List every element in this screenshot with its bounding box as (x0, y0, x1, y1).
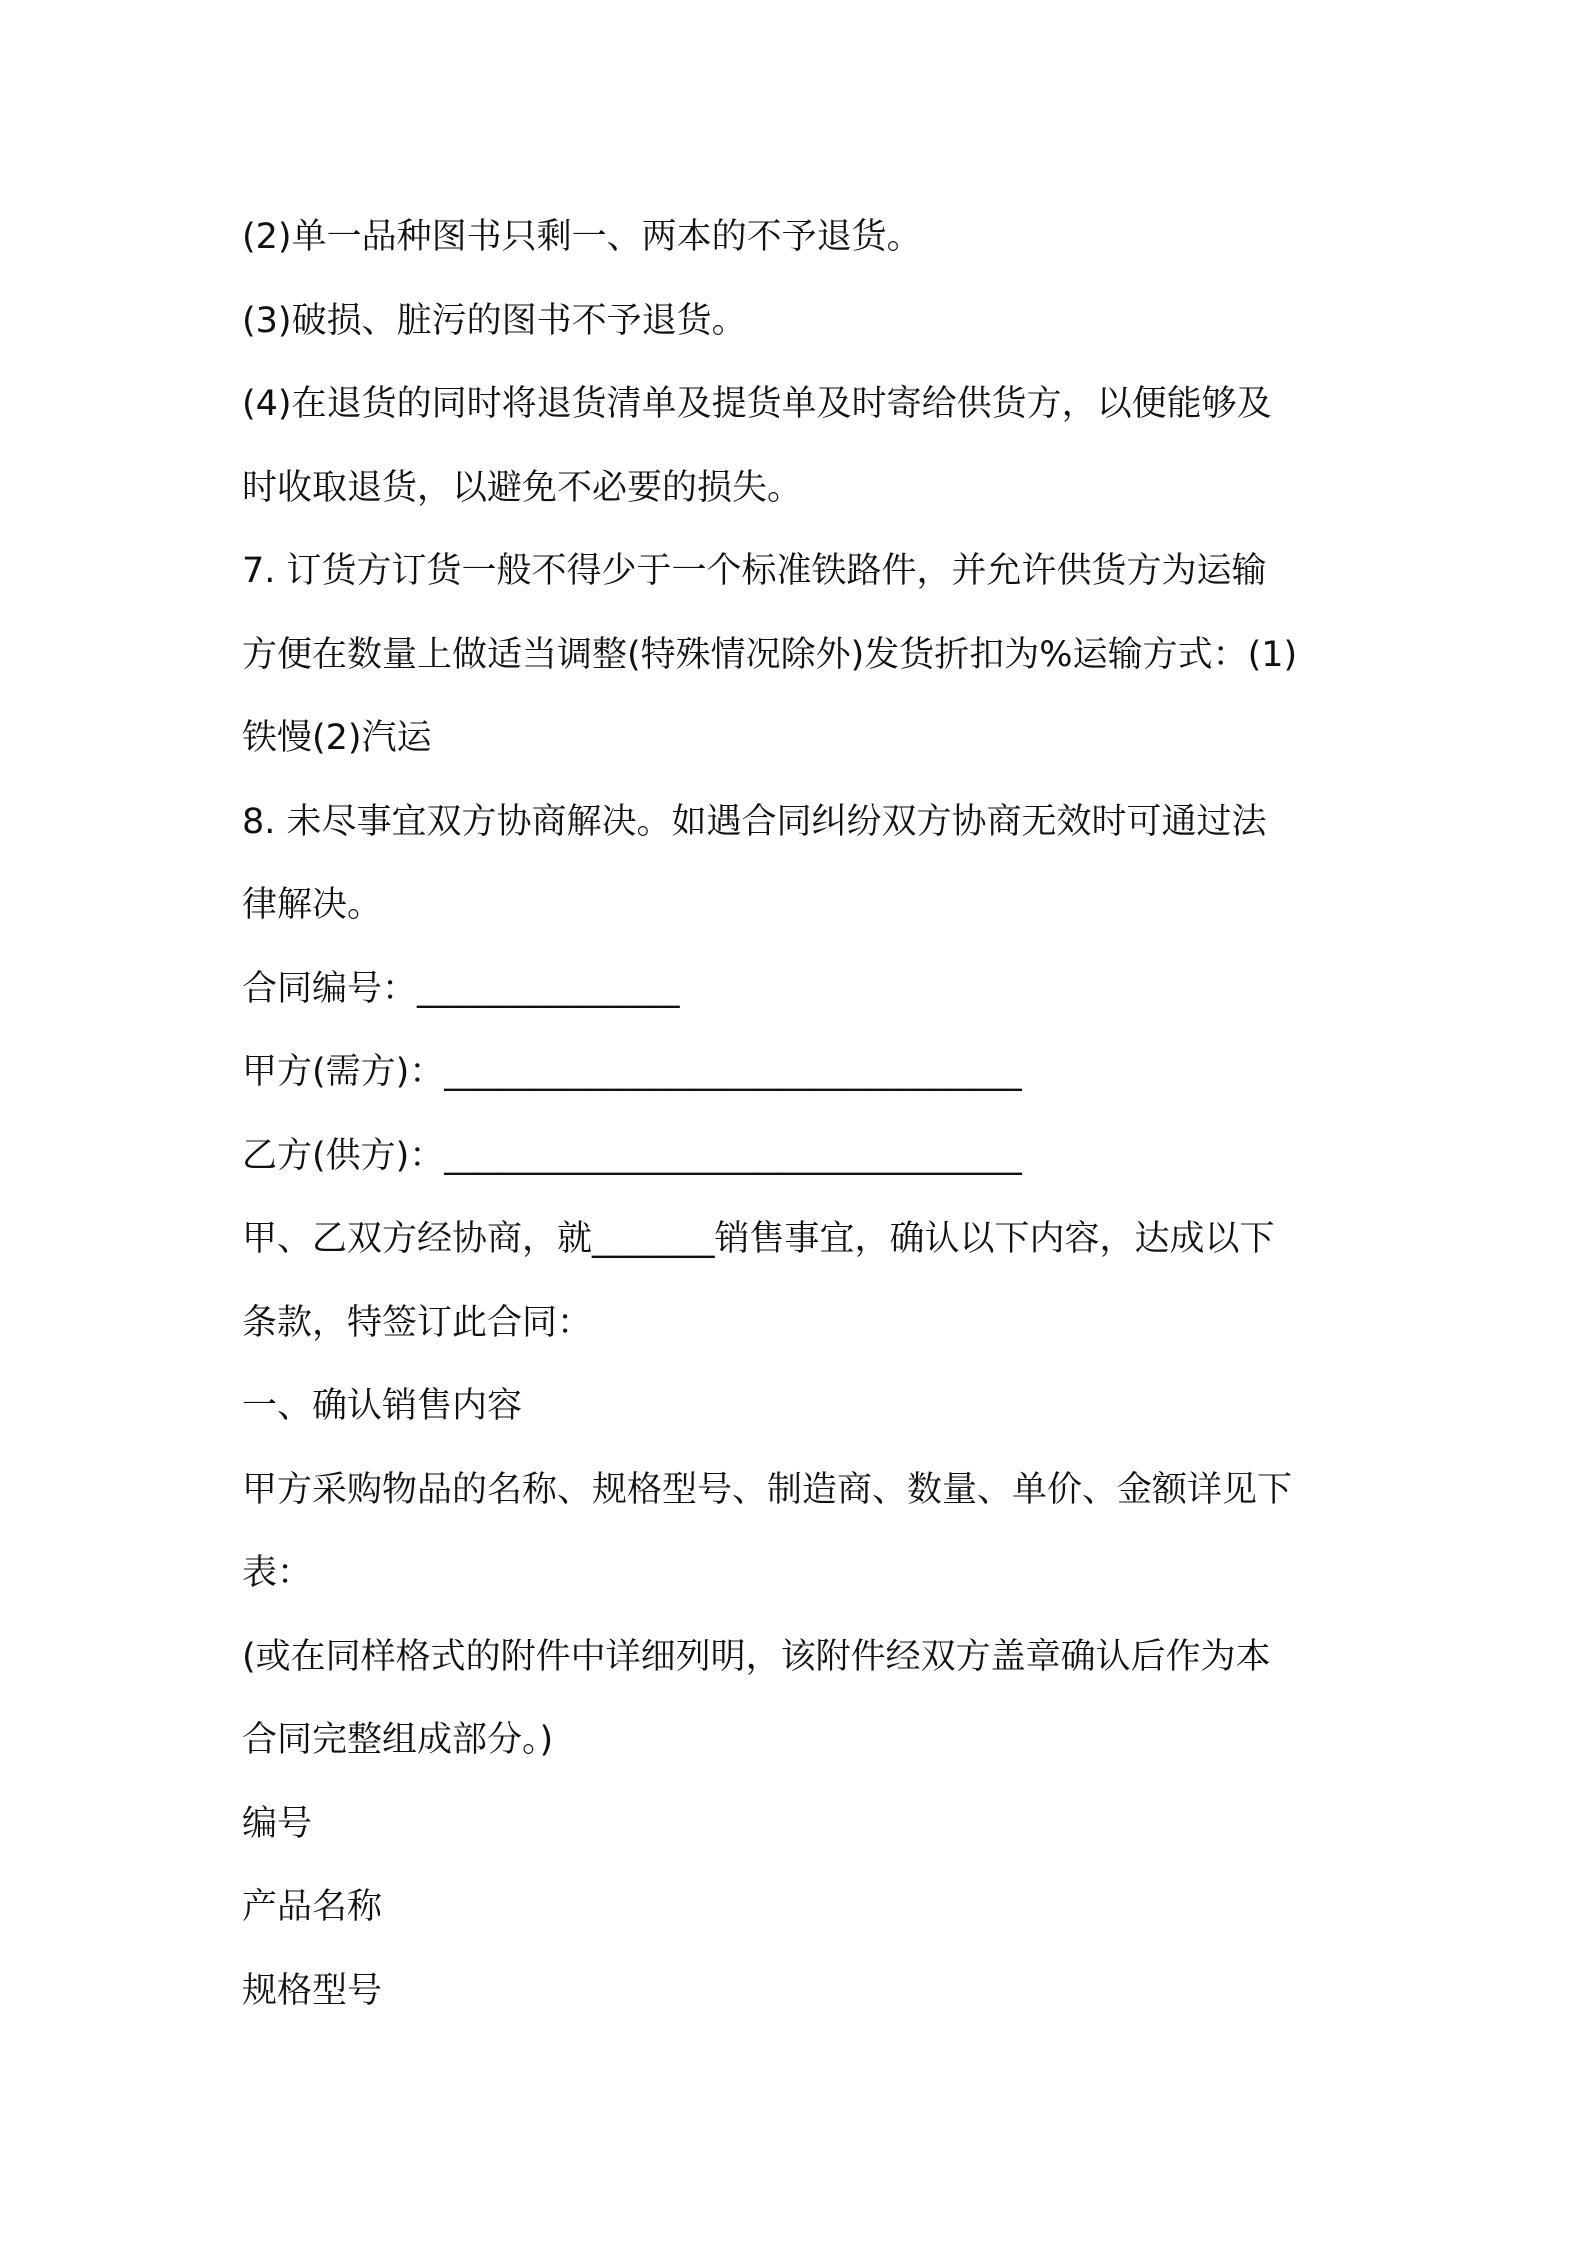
table-header-number: 编号 (242, 1803, 313, 1844)
clause-return-damaged: (3)破损、脏污的图书不予退货。 (242, 300, 747, 341)
clause-return-documents-line2: 时收取退货，以避免不必要的损失。 (242, 467, 803, 508)
party-b-field: 乙方(供方)：_________________________________ (242, 1135, 1022, 1176)
section-1-body-line1: 甲方采购物品的名称、规格型号、制造商、数量、单价、金额详见下 (242, 1469, 1293, 1510)
party-a-field: 甲方(需方)：_________________________________ (242, 1052, 1022, 1092)
clause-8-line1: 8. 未尽事宜双方协商解决。如遇合同纠纷双方协商无效时可通过法 (242, 801, 1267, 842)
attachment-note-line1: (或在同样格式的附件中详细列明，该附件经双方盖章确认后作为本 (242, 1636, 1271, 1677)
table-header-spec-model: 规格型号 (242, 1970, 383, 2011)
preamble-line2: 条款，特签订此合同： (242, 1302, 593, 1343)
section-1-heading: 一、确认销售内容 (242, 1386, 523, 1426)
contract-number-field: 合同编号：_______________ (242, 968, 680, 1009)
table-header-product-name: 产品名称 (242, 1887, 383, 1927)
clause-return-single-variety: (2)单一品种图书只剩一、两本的不予退货。 (242, 217, 922, 257)
clause-8-line2: 律解决。 (242, 885, 383, 925)
clause-return-documents-line1: (4)在退货的同时将退货清单及提货单及时寄给供货方，以便能够及 (242, 384, 1272, 424)
clause-7-line1: 7. 订货方订货一般不得少于一个标准铁路件，并允许供货方为运输 (242, 551, 1267, 591)
preamble-line1: 甲、乙双方经协商，就_______销售事宜，确认以下内容，达成以下 (242, 1219, 1275, 1259)
clause-7-line3: 铁慢(2)汽运 (242, 718, 432, 758)
section-1-body-line2: 表： (242, 1553, 313, 1593)
document-page (242, 196, 1362, 2033)
attachment-note-line2: 合同完整组成部分。) (242, 1720, 554, 1760)
clause-7-line2: 方便在数量上做适当调整(特殊情况除外)发货折扣为%运输方式：(1) (242, 634, 1298, 675)
